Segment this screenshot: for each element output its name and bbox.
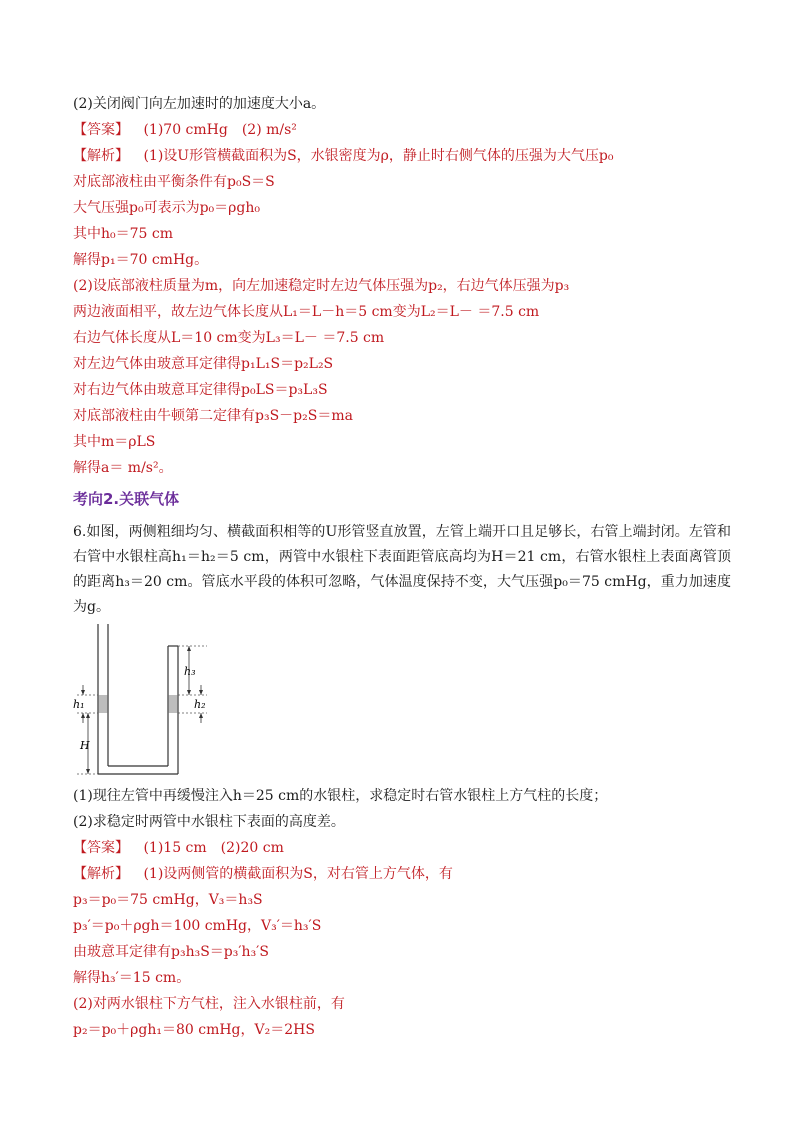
answer-line-1 bbox=[73, 120, 297, 140]
analysis-tag-2: 【解析】 bbox=[73, 866, 129, 882]
analysis-line: 大气压强p₀可表示为p₀＝ρgh₀ bbox=[73, 200, 260, 216]
analysis-tag: 【解析】 bbox=[73, 148, 129, 164]
answer-tag: 【答案】 bbox=[73, 122, 129, 138]
analysis-line: 解得h₃′＝15 cm。 bbox=[73, 970, 191, 986]
analysis-line: 解得p₁＝70 cmHg。 bbox=[73, 252, 209, 268]
label-h3: h₃ bbox=[184, 665, 196, 678]
analysis-line: 对底部液柱由平衡条件有p₀S＝S bbox=[73, 174, 275, 190]
analysis-line: 对左边气体由玻意耳定律得p₁L₁S＝p₂L₂S bbox=[73, 356, 334, 372]
answer-text-2: (1)15 cm (2)20 cm bbox=[143, 840, 284, 856]
analysis-line: 其中m＝ρLS bbox=[73, 434, 156, 450]
answer-tag-2: 【答案】 bbox=[73, 840, 129, 856]
answer-text: (1)70 cmHg (2) m/s² bbox=[143, 122, 297, 138]
u-tube-figure bbox=[73, 620, 223, 784]
problem-6-text: 6.如图，两侧粗细均匀、横截面积相等的U形管竖直放置，左管上端开口且足够长，右管上端封闭。左管和右管中水银柱高h₁＝h₂＝5 cm，两管中水银柱下表面距管底高均为H＝21 cm，右管水银柱上表面离管顶的距离h₃＝20 cm。管底水平段的体积可忽略，气体温度保持不变，大气压强p₀＝75 cmHg，重力加速度为g。 bbox=[73, 524, 731, 615]
analysis-line: 右边气体长度从L＝10 cm变为L₃＝L－ ＝7.5 cm bbox=[73, 330, 385, 346]
analysis-line: p₂＝p₀＋ρgh₁＝80 cmHg，V₂＝2HS bbox=[73, 1022, 315, 1038]
analysis-text-2: (1)设两侧管的横截面积为S，对右管上方气体，有 bbox=[143, 866, 453, 882]
analysis-line: p₃′＝p₀＋ρgh＝100 cmHg，V₃′＝h₃′S bbox=[73, 918, 322, 934]
left-mercury bbox=[99, 695, 108, 713]
question-1-line: (1)现往左管中再缓慢注入h＝25 cm的水银柱，求稳定时右管水银柱上方气柱的长度； bbox=[73, 788, 608, 804]
analysis-line: 对右边气体由玻意耳定律得p₀LS＝p₃L₃S bbox=[73, 382, 328, 398]
label-h1: h₁ bbox=[73, 698, 85, 711]
label-H: H bbox=[80, 739, 90, 752]
analysis-line-2 bbox=[73, 864, 453, 884]
analysis-line-1 bbox=[73, 146, 613, 166]
analysis-text: (1)设U形管横截面积为S，水银密度为ρ，静止时右侧气体的压强为大气压p₀ bbox=[143, 148, 614, 164]
answer-line-2 bbox=[73, 838, 284, 858]
analysis-line: 解得a＝ m/s²。 bbox=[73, 460, 173, 476]
right-mercury bbox=[169, 695, 178, 713]
analysis-line: p₃＝p₀＝75 cmHg，V₃＝h₃S bbox=[73, 892, 263, 908]
question-2-line: (2)关闭阀门向左加速时的加速度大小a。 bbox=[73, 96, 326, 112]
u-tube-diagram bbox=[73, 620, 223, 780]
section-heading: 考向2.关联气体 bbox=[73, 490, 180, 508]
label-h2: h₂ bbox=[194, 698, 206, 711]
analysis-line: 其中h₀＝75 cm bbox=[73, 226, 174, 242]
analysis-line: 两边液面相平，故左边气体长度从L₁＝L－h＝5 cm变为L₂＝L－ ＝7.5 cm bbox=[73, 304, 540, 320]
question-2b-line: (2)求稳定时两管中水银柱下表面的高度差。 bbox=[73, 814, 345, 830]
analysis-line: 由玻意耳定律有p₃h₃S＝p₃′h₃′S bbox=[73, 944, 269, 960]
analysis-line: (2)对两水银柱下方气柱，注入水银柱前，有 bbox=[73, 996, 345, 1012]
analysis-line: (2)设底部液柱质量为m，向左加速稳定时左边气体压强为p₂，右边气体压强为p₃ bbox=[73, 278, 570, 294]
analysis-line: 对底部液柱由牛顿第二定律有p₃S－p₂S＝ma bbox=[73, 408, 353, 424]
